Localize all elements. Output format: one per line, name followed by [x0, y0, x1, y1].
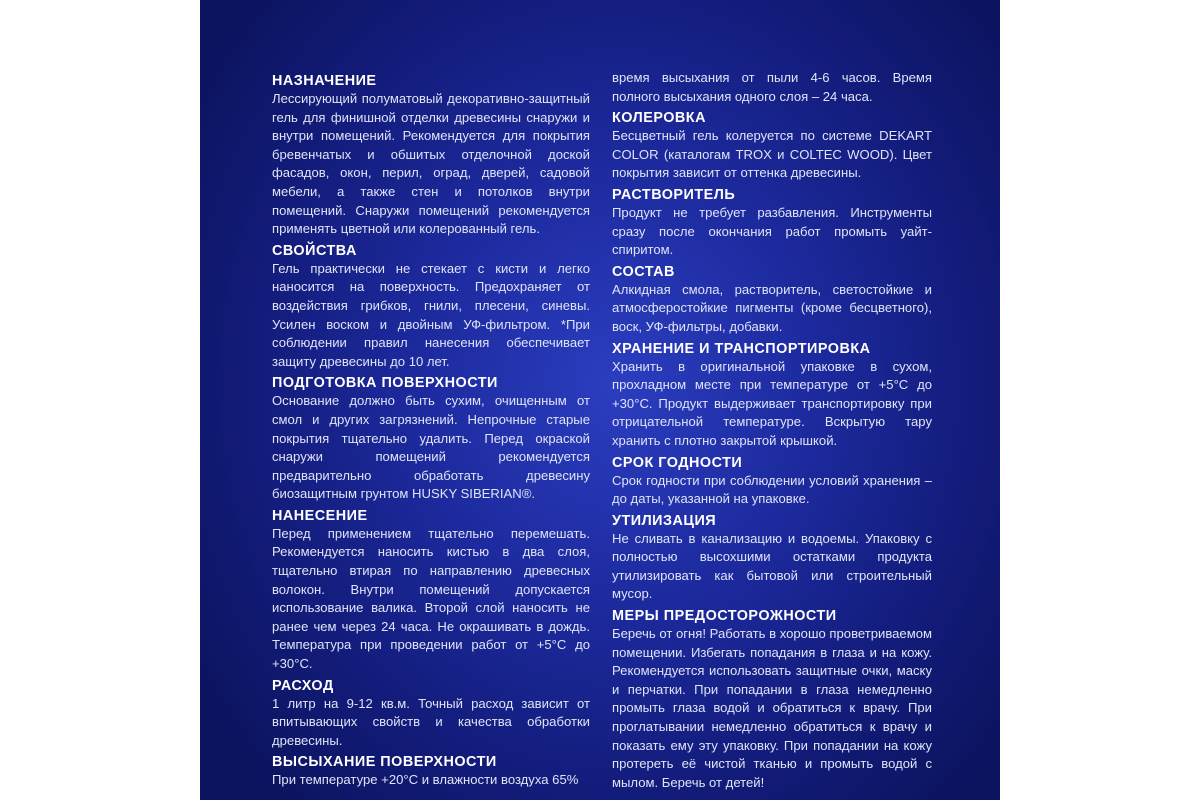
section-application [272, 507, 590, 674]
label-panel [200, 0, 1000, 800]
section-title: СВОЙСТВА [272, 242, 357, 259]
section-text: Алкидная смола, растворитель, светостойкие и атмосферостойкие пигменты (кроме бесцветного), воск, УФ-фильтры, добавки. [612, 281, 932, 334]
section-storage-transport [612, 340, 932, 451]
section-text: Основание должно быть сухим, очищенным от смол и других загрязнений. Непрочные старые покрытия тщательно удалить. Перед окраской снаружи помещений рекомендуется предварительно обработать древесину биозащитным грунтом HUSKY SIBERIAN®. [272, 393, 590, 502]
section-title: СРОК ГОДНОСТИ [612, 454, 743, 471]
section-text: Хранить в оригинальной упаковке в сухом, прохладном месте при температуре от +5°С до +30°С. Продукт выдерживает транспортировку при отрицательной температуре. Вскрытую тару хранить с плотно закрытой крышкой. [612, 358, 932, 448]
section-drying [272, 753, 590, 790]
drying-continuation-text: время высыхания от пыли 4-6 часов. Время полного высыхания одного слоя – 24 часа. [612, 70, 932, 104]
section-text: Беречь от огня! Работать в хорошо проветриваемом помещении. Избегать попадания в глаза и на кожу. Рекомендуется использовать защитные очки, маску и перчатки. При попадании в глаза немедленно промыть глаза водой и обратиться к врачу. При проглатывании немедленно обратиться к врачу и показать ему эту упаковку. При попадании на кожу протереть её чистой тканью и промыть водой с мылом. Беречь от детей! [612, 626, 932, 790]
section-title: НАЗНАЧЕНИЕ [272, 73, 377, 89]
section-disposal [612, 512, 932, 604]
section-precautions [612, 607, 932, 792]
left-column [272, 0, 590, 793]
section-title: НАНЕСЕНИЕ [272, 507, 368, 524]
section-title: УТИЛИЗАЦИЯ [612, 512, 717, 529]
section-title: СОСТАВ [612, 263, 675, 280]
section-tinting [612, 109, 932, 183]
section-purpose [272, 72, 590, 239]
section-shelf-life [612, 454, 932, 509]
section-title: РАСХОД [272, 677, 334, 694]
section-title: КОЛЕРОВКА [612, 110, 706, 127]
section-text: Срок годности при соблюдении условий хранения – до даты, указанной на упаковке. [612, 472, 932, 507]
section-surface-preparation [272, 374, 590, 504]
section-text: При температуре +20°С и влажности воздуха 65% [272, 772, 579, 788]
section-text: Бесцветный гель колеруется по системе DEKART COLOR (каталогам TROX и COLTEC WOOD). Цвет покрытия зависит от оттенка древесины. [612, 128, 932, 181]
section-text: Не сливать в канализацию и водоемы. Упаковку с полностью высохшими остатками продукта утилизировать как бытовой или строительный мусор. [612, 530, 932, 602]
section-title: РАСТВОРИТЕЛЬ [612, 186, 736, 203]
section-consumption [272, 677, 590, 751]
section-properties [272, 242, 590, 372]
section-title: МЕРЫ ПРЕДОСТОРОЖНОСТИ [612, 608, 837, 625]
section-text: Лессирующий полуматовый декоративно-защитный гель для финишной отделки древесины снаружи и внутри помещений. Рекомендуется для покрытия бревенчатых и обшитых отделочной доской фасадов, окон, перил, оград, дверей, садовой мебели, а также стен и потолков внутри помещений. Снаружи помещений рекомендуется применять цветной или колерованный гель. [272, 91, 590, 237]
section-title: ПОДГОТОВКА ПОВЕРХНОСТИ [272, 375, 498, 392]
section-text: Продукт не требует разбавления. Инструменты сразу после окончания работ промыть уайт-спиритом. [612, 204, 932, 258]
section-solvent [612, 186, 932, 260]
section-text: Перед применением тщательно перемешать. Рекомендуется наносить кистью в два слоя, тщательно втирая по направлению древесных волокон. Внутри помещений допускается использование валика. Второй слой наносить не ранее чем через 24 часа. Не окрашивать в дождь. Температура при проведении работ от +5°С до +30°С. [272, 525, 590, 672]
section-text: 1 литр на 9-12 кв.м. Точный расход зависит от впитывающих свойств и качества обработки древесины. [272, 695, 590, 748]
section-text: Гель практически не стекает с кисти и легко наносится на поверхность. Предохраняет от воздействия грибков, гнили, плесени, синевы. Усилен воском и двойным УФ-фильтром. *При соблюдении правил нанесения обеспечивает защиту древесины до 10 лет. [272, 260, 590, 369]
section-title: ВЫСЫХАНИЕ ПОВЕРХНОСТИ [272, 754, 497, 771]
section-composition [612, 263, 932, 337]
right-column [612, 0, 932, 795]
section-title: ХРАНЕНИЕ И ТРАНСПОРТИРОВКА [612, 340, 871, 357]
